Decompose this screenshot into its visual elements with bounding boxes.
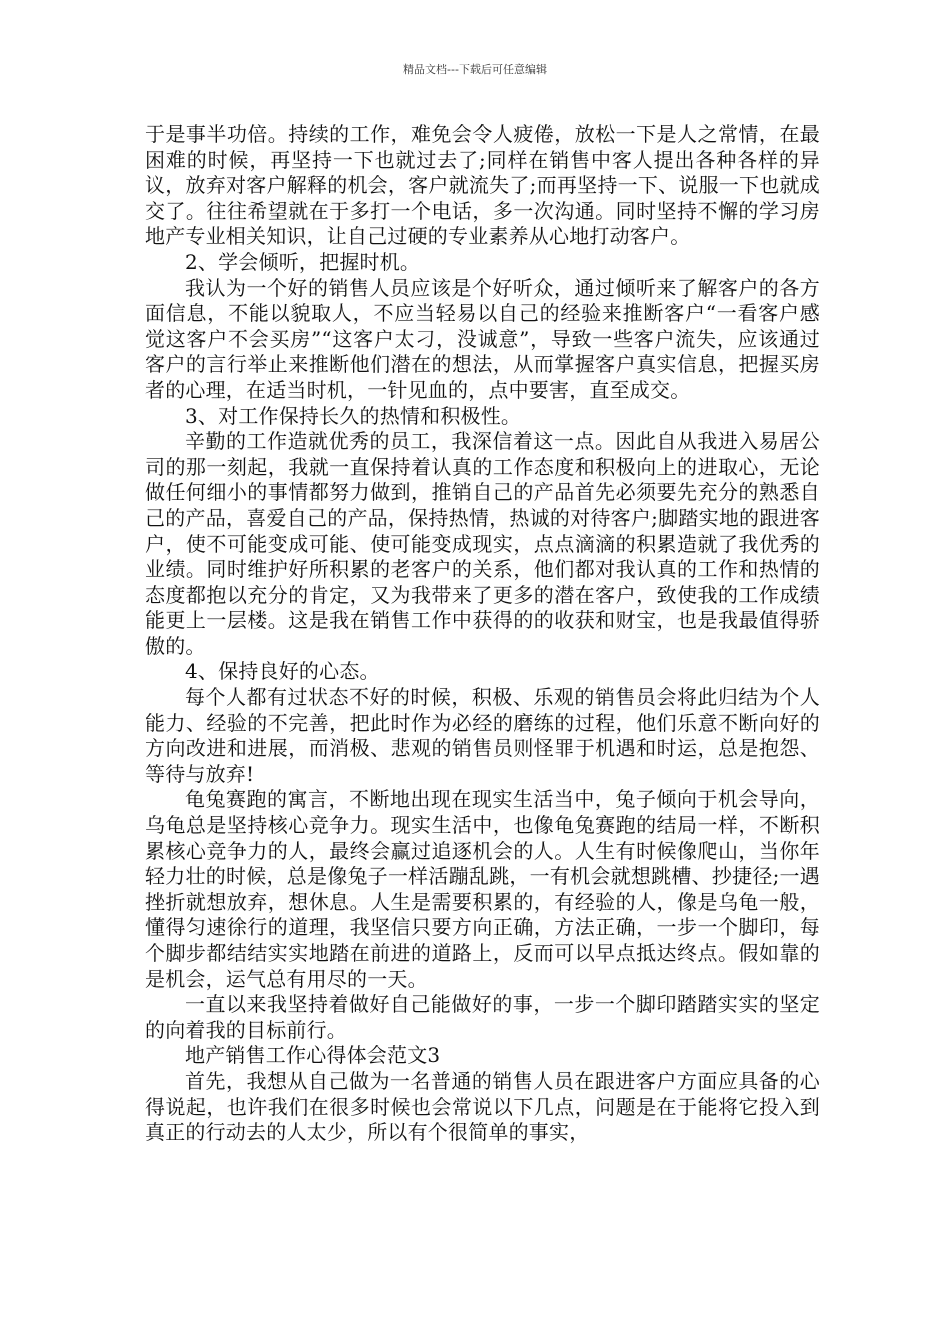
section-heading: 2、学会倾听，把握时机。: [185, 249, 421, 274]
page-header: 精品文档---下载后可任意编辑: [403, 63, 547, 76]
paragraph: 于是事半功倍。持续的工作，难免会令人疲倦，放松一下是人之常情，在最困难的时候，再坚持一下也就过去了;同样在销售中客人提出各种各样的异议，放弃对客户解释的机会，客户就流失了;而再坚持一下、说服一下也就成交了。往往希望就在于多打一个电话，多一次沟通。同时坚持不懈的学习房地产专业相关知识，让自己过硬的专业素养从心地打动客户。: [145, 122, 820, 249]
paragraph: 我认为一个好的销售人员应该是个好听众，通过倾听来了解客户的各方面信息，不能以貌取人，不应当轻易以自己的经验来推断客户“一看客户感觉这客户不会买房”“这客户太刁，没诚意”，导致一些客户流失，应该通过客户的言行举止来推断他们潜在的想法，从而掌握客户真实信息，把握买房者的心理，在适当时机，一针见血的，点中要害，直至成交。: [145, 275, 820, 402]
section-title: 地产销售工作心得体会范文3: [185, 1043, 441, 1068]
paragraph: 一直以来我坚持着做好自己能做好的事，一步一个脚印踏踏实实的坚定的向着我的目标前行。: [145, 992, 820, 1042]
paragraph: 龟兔赛跑的寓言，不断地出现在现实生活当中，兔子倾向于机会导向，乌龟总是坚持核心竞争力。现实生活中，也像龟兔赛跑的结局一样，不断积累核心竞争力的人，最终会赢过追逐机会的人。人生有时候像爬山，当你年轻力壮的时候，总是像兔子一样活蹦乱跳，一有机会就想跳槽、抄捷径;一遇挫折就想放弃，想休息。人生是需要积累的，有经验的人，像是乌龟一般，懂得匀速徐行的道理，我坚信只要方向正确，方法正确，一步一个脚印，每个脚步都结结实实地踏在前进的道路上，反而可以早点抵达终点。假如靠的是机会，运气总有用尽的一天。: [145, 787, 820, 991]
document-body: [145, 122, 820, 1146]
paragraph: 辛勤的工作造就优秀的员工，我深信着这一点。因此自从我进入易居公司的那一刻起，我就一直保持着认真的工作态度和积极向上的进取心，无论做任何细小的事情都努力做到，推销自己的产品首先必须要先充分的熟悉自己的产品，喜爱自己的产品，保持热情，热诚的对待客户;脚踏实地的跟进客户，使不可能变成可能、使可能变成现实，点点滴滴的积累造就了我优秀的业绩。同时维护好所积累的老客户的关系，他们都对我认真的工作和热情的态度都抱以充分的肯定，又为我带来了更多的潜在客户，致使我的工作成绩能更上一层楼。这是我在销售工作中获得的的收获和财宝，也是我最值得骄傲的。: [145, 429, 820, 658]
paragraph: 首先，我想从自己做为一名普通的销售人员在跟进客户方面应具备的心得说起，也许我们在很多时候也会常说以下几点，问题是在于能将它投入到真正的行动去的人太少，所以有个很简单的事实，: [145, 1068, 820, 1145]
section-heading: 3、对工作保持长久的热情和积极性。: [185, 403, 522, 428]
section-heading: 4、保持良好的心态。: [185, 659, 380, 684]
paragraph: 每个人都有过状态不好的时候，积极、乐观的销售员会将此归结为个人能力、经验的不完善，把此时作为必经的磨练的过程，他们乐意不断向好的方向改进和进展，而消极、悲观的销售员则怪罪于机遇和时运，总是抱怨、等待与放弃!: [145, 685, 820, 786]
